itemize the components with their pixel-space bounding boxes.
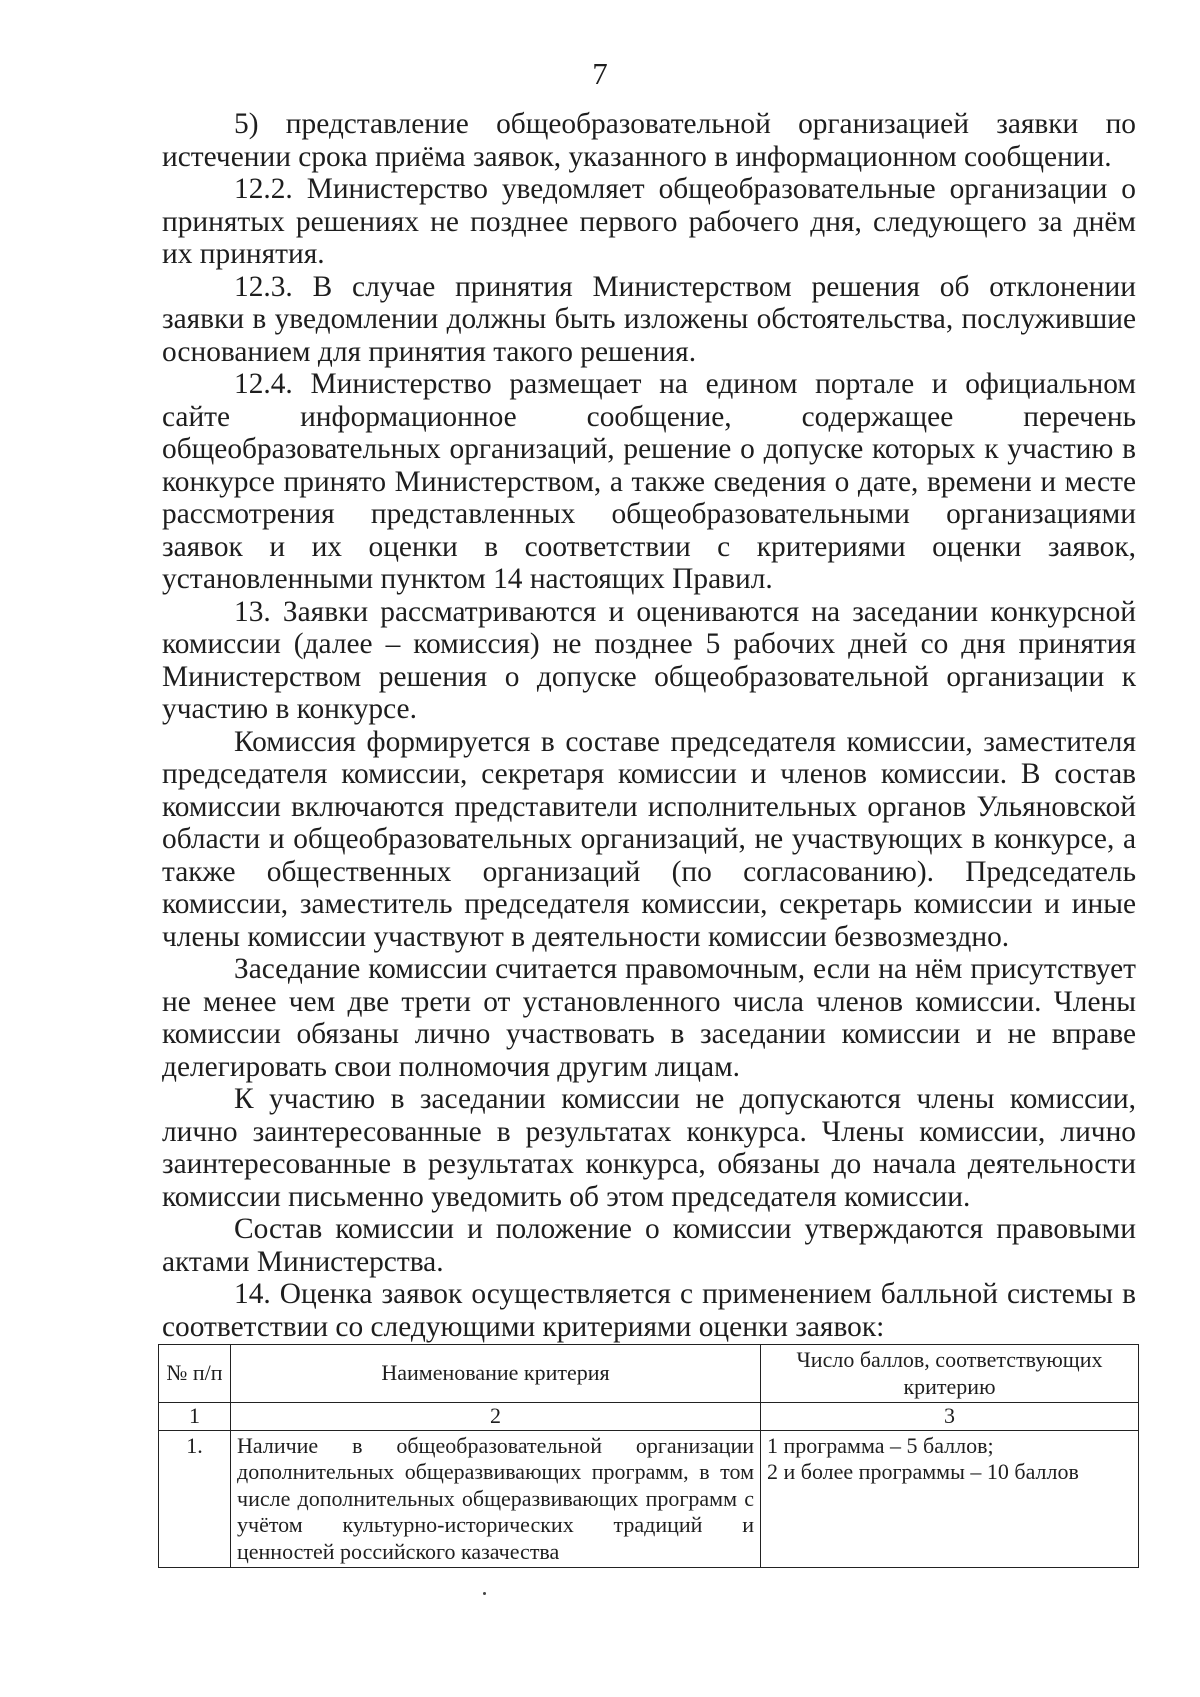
header-number: № п/п [159,1345,231,1403]
paragraph-5: 5) представление общеобразовательной организацией заявки по истечении срока приёма заявок, указанного в информационном сообщении. [162,108,1136,173]
paragraph-12-2: 12.2. Министерство уведомляет общеобразовательные организации о принятых решениях не позднее первого рабочего дня, следующего за днём их принятия. [162,173,1136,270]
table-row [159,1430,1139,1568]
header-points: Число баллов, соответствующих критерию [761,1345,1139,1403]
column-number: 3 [761,1403,1139,1431]
points-line: 1 программа – 5 баллов; [767,1432,994,1458]
paragraph-commission-quorum: Заседание комиссии считается правомочным, если на нём присутствует не менее чем две трети от установленного числа членов комиссии. Члены комиссии обязаны лично участвовать в заседании комиссии и не вправе делегировать свои полномочия другим лицам. [162,953,1136,1083]
criterion-text: Наличие в общеобразовательной организации дополнительных общеразвивающих программ, в том числе дополнительных общеразвивающих программ с учётом культурно-исторических традиций и ценностей российского казачества [231,1430,761,1568]
column-number-row [159,1403,1139,1431]
paragraph-commission-approval: Состав комиссии и положение о комиссии утверждаются правовыми актами Министерства. [162,1213,1136,1278]
paragraph-14: 14. Оценка заявок осуществляется с применением балльной системы в соответствии со следующими критериями оценки заявок: [162,1278,1136,1343]
points-cell [761,1430,1139,1568]
points-line: 2 и более программы – 10 баллов [767,1459,1079,1484]
header-criterion-name: Наименование критерия [231,1345,761,1403]
table-header-row [159,1345,1139,1403]
document-body [162,108,1136,1343]
paragraph-conflict-of-interest: К участию в заседании комиссии не допускаются члены комиссии, лично заинтересованные в результатах конкурса. Члены комиссии, лично заинтересованные в результатах конкурса, обязаны до начала деятельности комиссии письменно уведомить об этом председателя комиссии. [162,1083,1136,1213]
page-number: 7 [592,56,608,91]
paragraph-13: 13. Заявки рассматриваются и оцениваются на заседании конкурсной комиссии (далее – комиссия) не позднее 5 рабочих дней со дня принятия Министерством решения о допуске общеобразовательной организации к участию в конкурсе. [162,595,1136,725]
scan-speck [483,1592,486,1595]
paragraph-commission-composition: Комиссия формируется в составе председателя комиссии, заместителя председателя комиссии, секретаря комиссии и членов комиссии. В состав комиссии включаются представители исполнительных органов Ульяновской области и общеобразовательных организаций, не участвующих в конкурсе, а также общественных организаций (по согласованию). Председатель комиссии, заместитель председателя комиссии, секретарь комиссии и иные члены комиссии участвуют в деятельности комиссии безвозмездно. [162,725,1136,953]
row-number: 1. [159,1430,231,1568]
paragraph-12-4: 12.4. Министерство размещает на едином портале и официальном сайте информационное сообщение, содержащее перечень общеобразовательных организаций, решение о допуске которых к участию в конкурсе принято Министерством, а также сведения о дате, времени и месте рассмотрения представленных общеобразовательными организациями заявок и их оценки в соответствии с критериями оценки заявок, установленными пунктом 14 настоящих Правил. [162,368,1136,595]
criteria-table [158,1344,1139,1568]
column-number: 1 [159,1403,231,1431]
column-number: 2 [231,1403,761,1431]
paragraph-12-3: 12.3. В случае принятия Министерством решения об отклонении заявки в уведомлении должны быть изложены обстоятельства, послужившие основанием для принятия такого решения. [162,270,1136,368]
